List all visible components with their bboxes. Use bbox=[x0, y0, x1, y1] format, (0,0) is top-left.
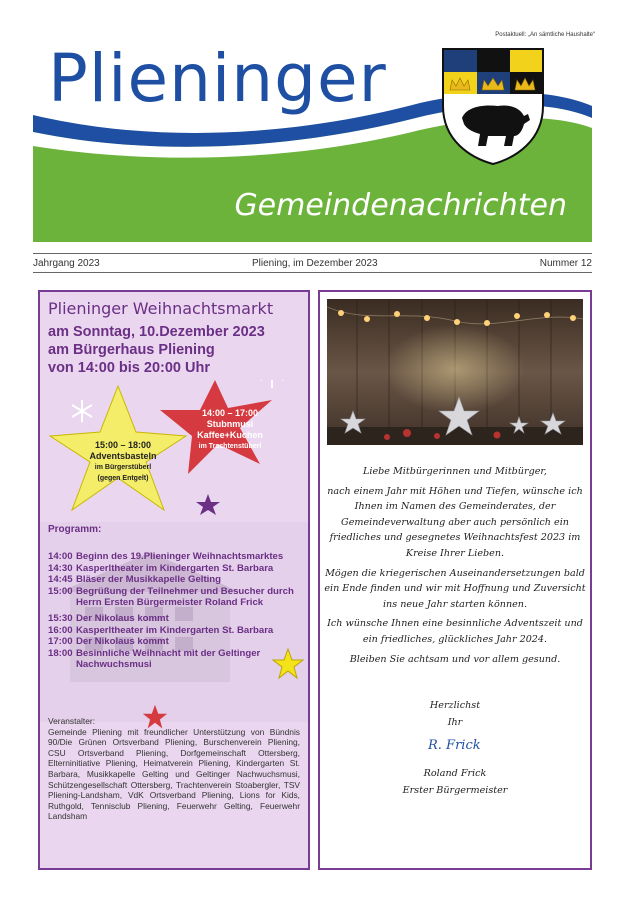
newsletter-title: Plieninger bbox=[48, 40, 387, 117]
letter-signoff bbox=[320, 700, 590, 796]
market-date: am Sonntag, 10.Dezember 2023 bbox=[48, 324, 265, 340]
organizer-block bbox=[48, 716, 300, 822]
signature-image: R. Frick bbox=[428, 738, 481, 753]
yellow-star-icon bbox=[272, 648, 304, 680]
program-row: 14:45 Bläser der Musikkapelle Gelting bbox=[48, 574, 222, 586]
star-yellow-text: 15:00 – 18:00 Adventsbasteln im Bürgerstüberl (gegen Entgelt) bbox=[89, 440, 157, 482]
closing-line: Ihr bbox=[447, 717, 463, 728]
signer-name: Roland Frick bbox=[423, 768, 487, 779]
program-row: 15:00 Begrüßung der Teilnehmer und Besucher durch Herrn Ersten Bürgermeister Roland Frick bbox=[48, 585, 294, 609]
program-list bbox=[48, 551, 303, 671]
christmas-photo bbox=[327, 299, 583, 445]
market-title: Plieninger Weihnachtsmarkt bbox=[48, 299, 274, 318]
closing-line: Herzlichst bbox=[429, 700, 481, 711]
program-heading: Programm: bbox=[48, 524, 102, 535]
christmas-market-panel bbox=[38, 290, 310, 870]
postal-note: Postaktuell: „An sämtliche Haushalte“ bbox=[495, 32, 595, 38]
signer-role: Erster Bürgermeister bbox=[402, 785, 508, 796]
letter-paragraph: Bleiben Sie achtsam und vor allem gesund. bbox=[349, 653, 561, 665]
letter-paragraph: nach einem Jahr mit Höhen und Tiefen, wünsche ich Ihnen im Namen des Gemeinderates, der Gemeindeverwaltung aber auch persönlich ein friedliches und gesegnetes Weihnachtsfest 2023 im Kreise Ihrer Lieben. bbox=[327, 485, 583, 559]
place-date-label: Pliening, im Dezember 2023 bbox=[252, 258, 378, 269]
issue-number-label: Nummer 12 bbox=[539, 258, 592, 269]
newsletter-subtitle: Gemeindenachrichten bbox=[234, 188, 567, 223]
star-red-text: 14:00 – 17:00 Stubnmusi Kaffee+Kuchen im Trachtenstüberl bbox=[197, 408, 263, 450]
letter-body bbox=[324, 464, 586, 671]
program-row: 14:00 Beginn des 19.Plieninger Weihnachtsmarktes bbox=[48, 551, 284, 562]
program-row: 16:00 Kasperltheater im Kindergarten St. Barbara bbox=[48, 624, 274, 636]
program-row: 18:00 Besinnliche Weihnacht mit der Geltinger Nachwuchsmusi bbox=[48, 647, 261, 671]
organizer-text: Gemeinde Pliening mit freundlicher Unterstützung von Bündnis 90/Die Grünen Ortsverband Pliening, Burschenverein Pliening, CSU Ortsverband Pliening, Dorfgemeinschaft Ottersberg, Elterninitiative Pliening, Heimatverein Pliening, Kindergarten St. Barbara, Musikkapelle Gelting und Geltinger Nachwuchsmusi, Schützengesellschaft Ottersberg, Trachtenverein Stoabergler, TSV Pliening-Landsham, VdK Ortsverband Pliening, Lions for Kids, Ruthgold, Tennisclub Pliening, Feuerwehr Gelting, Feuerwehr Landsham bbox=[48, 726, 300, 822]
market-time: von 14:00 bis 20:00 Uhr bbox=[48, 360, 210, 376]
market-venue: am Bürgerhaus Pliening bbox=[48, 342, 215, 358]
letter-paragraph: Ich wünsche Ihnen eine besinnliche Adventszeit und ein friedliches, glückliches Jahr 2024. bbox=[327, 618, 583, 645]
program-row: 17:00 Der Nikolaus kommt bbox=[48, 636, 169, 648]
program-row: 15:30 Der Nikolaus kommt bbox=[48, 612, 169, 624]
mayor-letter-panel bbox=[318, 290, 592, 870]
program-row: 14:30 Kasperltheater im Kindergarten St. Barbara bbox=[48, 562, 274, 574]
letter-greeting: Liebe Mitbürgerinnen und Mitbürger, bbox=[363, 466, 547, 477]
coat-of-arms-icon bbox=[440, 46, 546, 166]
issue-info-bar bbox=[33, 253, 592, 273]
volume-label: Jahrgang 2023 bbox=[33, 258, 100, 269]
letter-paragraph: Mögen die kriegerischen Auseinandersetzungen bald ein Ende finden und wir mit Hoffnung und Zuversicht ins neue Jahr starten können. bbox=[324, 567, 586, 610]
organizer-heading: Veranstalter: bbox=[48, 716, 96, 726]
